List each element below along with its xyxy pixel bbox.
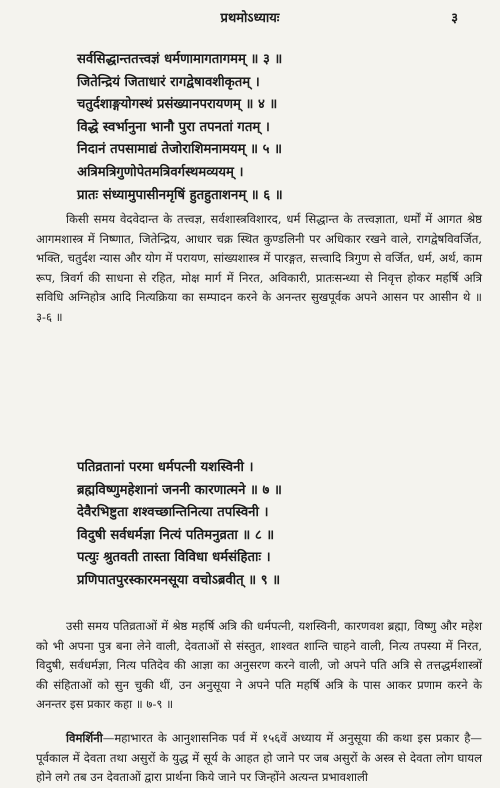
chapter-title: प्रथमोऽध्यायः [220, 11, 280, 26]
verse-line: देवैरभिष्टुता शश्वच्छान्तिनित्या तपस्विनी । [77, 505, 269, 521]
sanskrit-verses-3-6 [77, 49, 377, 207]
verse-line: पतिव्रतानां परमा धर्मपत्नी यशस्विनी । [77, 460, 254, 475]
page-header [0, 8, 500, 32]
verse-line: प्रणिपातपुरस्कारमनसूया वचोऽब्रवीत् ॥ ९ ॥ [77, 572, 281, 588]
verse-line: अत्रिमत्रिगुणोपेतमत्रिवर्गस्थमव्ययम् । [77, 164, 244, 180]
verse-line: पत्युः श्रुतवती तास्ता विविधा धर्मसंहिताः । [77, 550, 271, 566]
hindi-commentary-7-9: उसी समय पतिव्रताओं में श्रेष्ठ महर्षि अत्रि की धर्मपत्नी, यशस्विनी, कारणवश ब्रह्मा, विष्णु और महेश को भी अपना पुत्र बना लेने वाली, देवताओं से संस्तुत, शाश्वत शान्ति चाहने वाली, नित्य तपस्या में निरत, विदुषी, सर्वधर्मज्ञा, नित्य पतिदेव की आज्ञा का अनुसरण करने वाली, जो अपने पति अत्रि से तत्तद्धर्मशास्त्रों की संहिताओं को सुन चुकी थीं, उन अनुसूया ने अपने पति महर्षि अत्रि के पास आकर प्रणाम करने के अनन्तर इस प्रकार कहा ॥ ७-९ ॥ [36, 619, 482, 712]
verse-line: निदानं तपसामाद्यं तेजोराशिमनामयम् ॥ ५ ॥ [77, 142, 282, 158]
vimarshini-note [36, 729, 482, 785]
hindi-commentary-3-6: किसी समय वेदवेदान्त के तत्त्वज्ञ, सर्वशास्त्रविशारद, धर्म सिद्धान्त के तत्त्वज्ञाता, धर्मों में आगत श्रेष्ठ आगमशास्त्र में निष्णात, जितेन्द्रिय, आधार चक्र स्थित कुण्डलिनी पर अधिकार रखने वाले, रागद्वेषविवर्जित, भक्ति, चतुर्दश न्यास और योग में परायण, सांख्यशास्त्र में पारङ्गत, सत्त्वादि त्रिगुण से वर्जित, धर्म, अर्थ, काम रूप, त्रिवर्ग की साधना से रहित, मोक्ष मार्ग में निरत, अविकारी, प्रातःसन्ध्या से निवृत्त होकर महर्षि अत्रि सविधि अग्निहोत्र आदि नित्यक्रिया का सम्पादन करने के अनन्तर सुखपूर्वक अपने आसन पर आसीन थे ॥ ३-६ ॥ [36, 212, 482, 324]
verse-line: ब्रह्मविष्णुमहेशानां जननी कारणात्मने ॥ ७ ॥ [77, 482, 282, 498]
sanskrit-verses-7-9 [77, 457, 377, 593]
vimarshini-text: —महाभारत के आनुशासनिक पर्व में १५६वें अध्याय में अनुसूया की कथा इस प्रकार है—पूर्वकाल में देवता तथा असुरों के युद्ध में सूर्य के आहत हो जाने पर जब असुरों के अस्त्र से देवता लोग घायल होने लगे तब उन देवताओं द्वारा प्रार्थना किये जाने पर जिन्होंने अत्यन्त प्रभावशाली [36, 731, 482, 785]
verse-line: विदुषी सर्वधर्मज्ञा नित्यं पतिमनुव्रता ॥ ८ ॥ [77, 527, 275, 543]
verse-line: सर्वसिद्धान्ततत्त्वज्ञं धर्मणामागतागमम् ॥ ३ ॥ [77, 52, 283, 67]
verse-line: प्रातः संध्यामुपासीनमृषिं हुतहुताशनम् ॥ ६ ॥ [77, 187, 283, 203]
page-number: ३ [451, 11, 458, 26]
verse-line: चतुर्दशाङ्गयोगस्थं प्रसंख्यानपरायणम् ॥ ४ ॥ [77, 97, 278, 113]
verse-line: जितेन्द्रियं जिताधारं रागद्वेषावशीकृतम् । [77, 74, 260, 90]
verse-line: विद्धे स्वर्भानुना भानौ पुरा तपनतां गतम् । [77, 119, 270, 135]
vimarshini-term: विमर्शिनी [66, 731, 103, 745]
